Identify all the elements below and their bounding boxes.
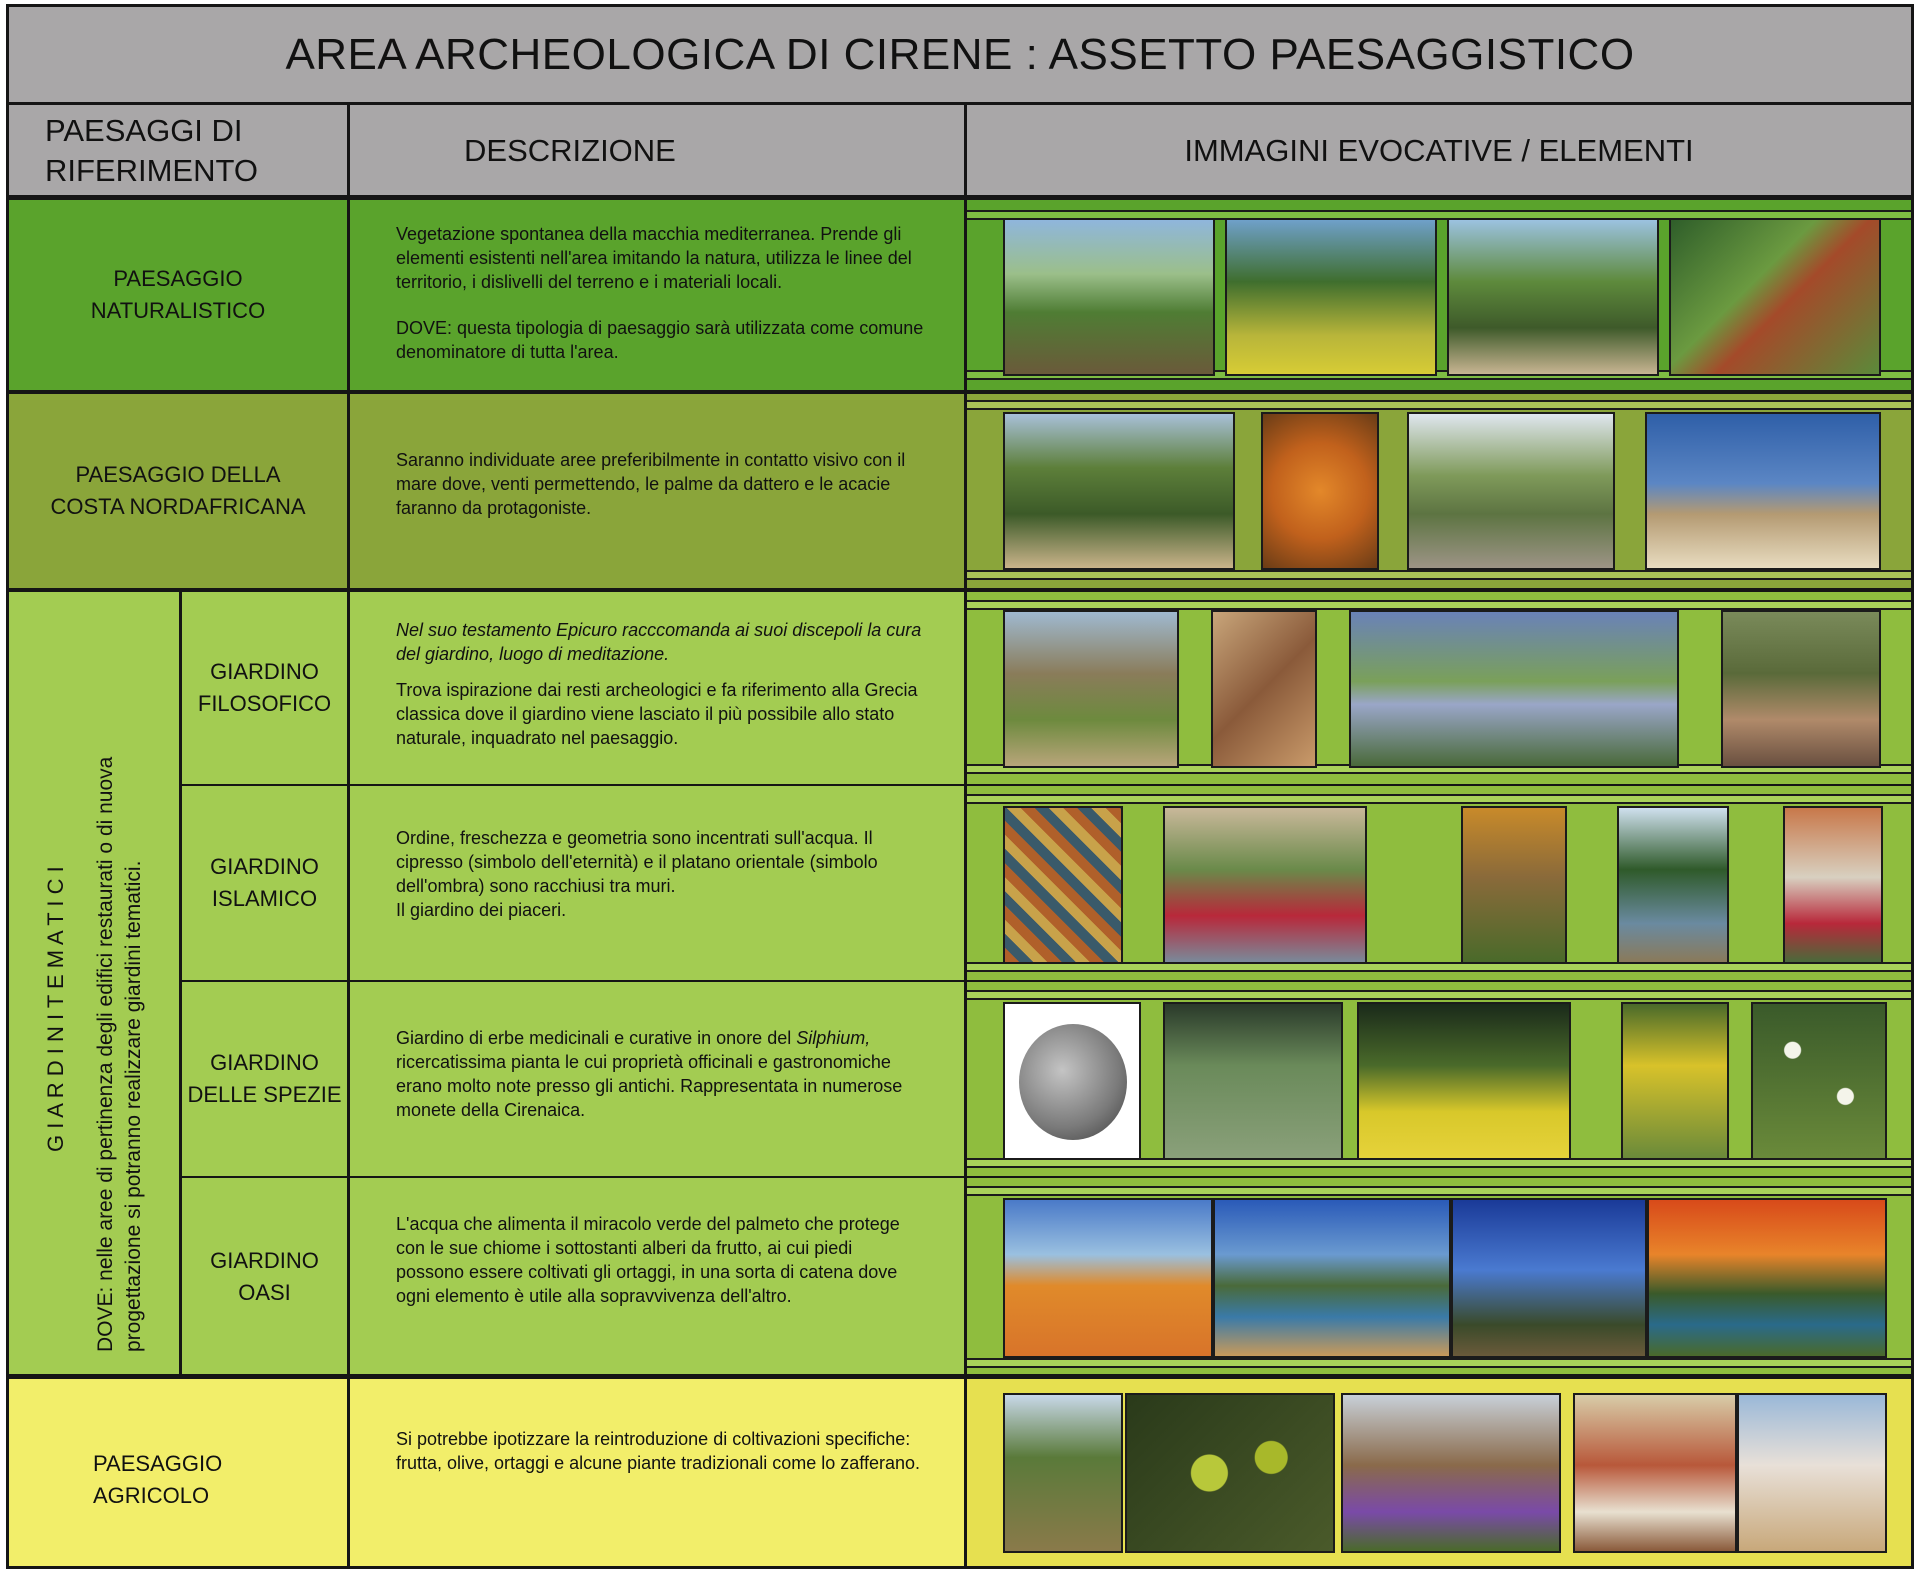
images-spezie xyxy=(967,982,1911,1176)
desc-costa: Saranno individuate aree preferibilmente in contatto visivo con il mare dove, venti permettendo, le palme da dattero e le acacie faranno da protagoniste. xyxy=(350,394,964,588)
image-giardino-pensile xyxy=(1349,610,1679,768)
image-cespugli xyxy=(1669,218,1881,376)
image-padiglione xyxy=(1461,806,1567,964)
image-dune-deserto xyxy=(1003,1198,1213,1358)
group-tematici-dove-2: progettazione si potranno realizzare giardini tematici. xyxy=(122,860,145,1352)
image-palme-cielo xyxy=(1451,1198,1647,1358)
desc-agricolo: Si potrebbe ipotizzare la reintroduzione di coltivazioni specifiche: frutta, olive, ortaggi e alcune piante tradizionali come lo zafferano. xyxy=(350,1379,964,1566)
image-lago-oasi xyxy=(1213,1198,1451,1358)
image-affresco-egizio xyxy=(1573,1393,1737,1553)
image-datteri xyxy=(1261,412,1379,570)
image-piastrelle xyxy=(1003,806,1123,964)
image-miniatura xyxy=(1783,806,1883,964)
header-immagini: IMMAGINI EVOCATIVE / ELEMENTI xyxy=(967,105,1911,197)
images-islamico xyxy=(967,786,1911,980)
group-tematici-label: G I A R D I N I T E M A T I C I xyxy=(43,866,68,1152)
image-macchia-gialla xyxy=(1225,218,1437,376)
header-descrizione: DESCRIZIONE xyxy=(350,105,964,197)
images-agricolo xyxy=(967,1379,1911,1566)
label-filosofico: GIARDINO FILOSOFICO xyxy=(182,592,347,784)
image-torre-mare xyxy=(1645,412,1881,570)
desc-islamico: Ordine, freschezza e geometria sono incentrati sull'acqua. Il cipresso (simbolo dell'eternità) e il platano orientale (simbolo dell'ombra) sono racchiusi tra muri. Il giardino dei piaceri. xyxy=(350,786,964,980)
image-mosaico-figure xyxy=(1211,610,1317,768)
image-canale-cipressi xyxy=(1617,806,1729,964)
label-oasi: GIARDINO OASI xyxy=(182,1178,347,1375)
image-oasi-tramonto xyxy=(1647,1198,1887,1358)
images-naturalistico xyxy=(967,200,1911,390)
desc-spezie: Giardino di erbe medicinali e curative in onore del Silphium, ricercatissima pianta le cui proprietà officinali e gastronomiche erano molto note presso gli antichi. Rappresentata in numerose monete della Cirenaica. xyxy=(350,982,964,1176)
desc-filosofico: Nel suo testamento Epicuro racccomanda ai suoi discepoli la cura del giardino, luogo di meditazione. Trova ispirazione dai resti archeologici e fa riferimento alla Grecia classica dove il giardino viene lasciato il più possibile allo stato naturale, inquadrato nel paesaggio. xyxy=(350,592,964,784)
image-fiori-bianchi xyxy=(1751,1002,1887,1160)
image-finocchio-giallo xyxy=(1621,1002,1729,1160)
image-mandorlo xyxy=(1737,1393,1887,1553)
desc-naturalistico: Vegetazione spontanea della macchia mediterranea. Prende gli elementi esistenti nell'area imitando la natura, utilizza le linee del territorio, i dislivelli del terreno e i materiali locali. DOVE: questa tipologia di paesaggio sarà utilizzata come comune denominatore di tutta l'area. xyxy=(350,200,964,390)
image-zafferano xyxy=(1341,1393,1561,1553)
images-costa xyxy=(967,394,1911,588)
image-moneta-silphium xyxy=(1003,1002,1141,1160)
image-palmeto xyxy=(1003,412,1235,570)
images-filosofico xyxy=(967,592,1911,784)
header-paesaggi: PAESAGGI DI RIFERIMENTO xyxy=(9,105,347,197)
image-tempio-rovine xyxy=(1003,610,1179,768)
page-title: AREA ARCHEOLOGICA DI CIRENE : ASSETTO PAESAGGISTICO xyxy=(9,7,1911,102)
group-tematici xyxy=(9,592,179,1375)
label-costa: PAESAGGIO DELLA COSTA NORDAFRICANA xyxy=(9,394,347,588)
label-spezie: GIARDINO DELLE SPEZIE xyxy=(182,982,347,1176)
image-sentiero-alberi xyxy=(1447,218,1659,376)
landscape-table xyxy=(6,4,1914,1569)
image-olive xyxy=(1125,1393,1335,1553)
desc-oasi: L'acqua che alimenta il miracolo verde del palmeto che protege con le sue chiome i sottostanti alberi da frutto, ai cui piedi possono essere coltivati gli ortaggi, in una sorta di catena dove ogni elemento è utile alla sopravvivenza dell'altro. xyxy=(350,1178,964,1375)
image-acacia xyxy=(1407,412,1615,570)
label-agricolo: PAESAGGIO AGRICOLO xyxy=(9,1379,347,1566)
label-islamico: GIARDINO ISLAMICO xyxy=(182,786,347,980)
images-oasi xyxy=(967,1178,1911,1375)
group-tematici-dove-1: DOVE: nelle aree di pertinenza degli edifici restaurati o di nuova xyxy=(94,756,117,1352)
image-rosmarino xyxy=(1163,1002,1343,1160)
label-naturalistico: PAESAGGIO NATURALISTICO xyxy=(9,200,347,390)
image-elicriso xyxy=(1357,1002,1571,1160)
image-filosofi-dipinto xyxy=(1721,610,1881,768)
image-macchia-cactus xyxy=(1003,218,1215,376)
image-uliveto xyxy=(1003,1393,1123,1553)
image-generalife xyxy=(1163,806,1367,964)
